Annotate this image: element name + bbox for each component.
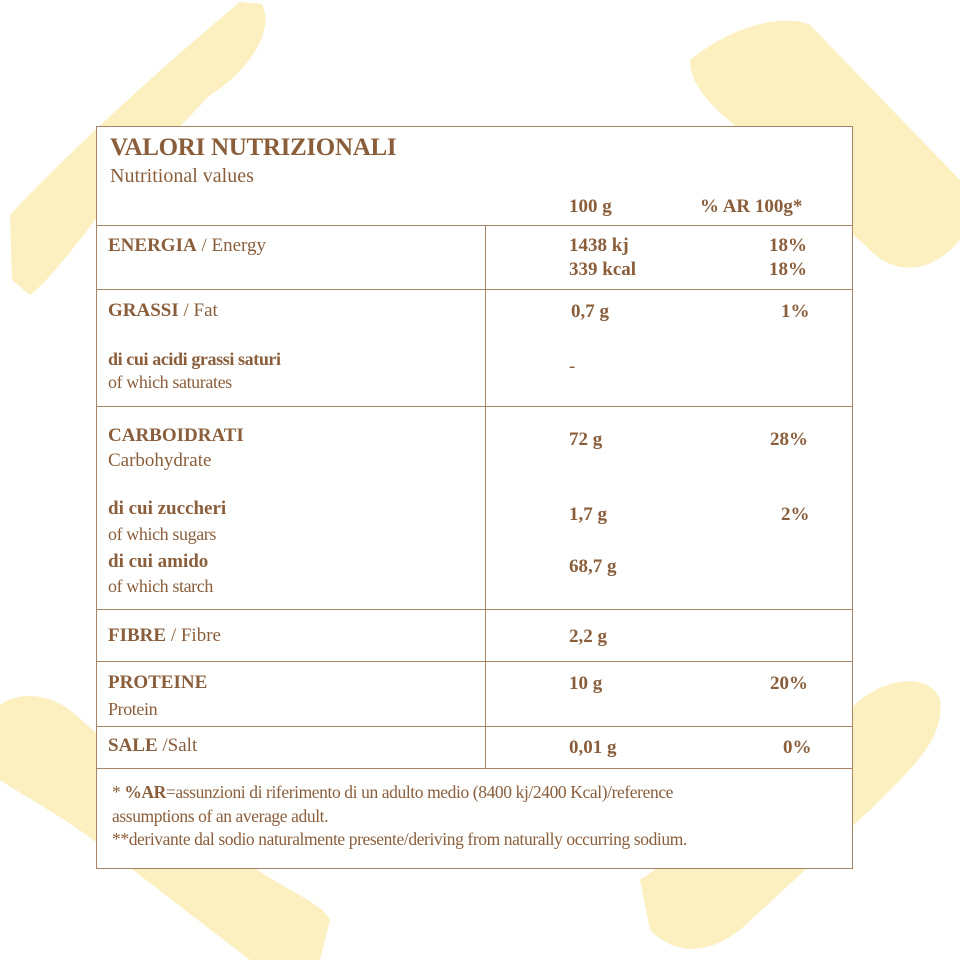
starch-value: 68,7 g	[569, 556, 617, 577]
protein-percent: 20%	[770, 673, 808, 694]
fibre-value: 2,2 g	[569, 626, 607, 647]
column-header-ar: % AR 100g*	[700, 196, 803, 217]
table-subtitle: Nutritional values	[110, 165, 254, 187]
energy-kcal-percent: 18%	[769, 259, 807, 280]
row-divider	[97, 726, 852, 727]
salt-label: SALE /Salt	[108, 735, 198, 756]
table-title: VALORI NUTRIZIONALI	[110, 134, 397, 161]
column-divider	[485, 225, 486, 769]
row-divider	[97, 661, 852, 662]
footnote-ar: * %AR=assunzioni di riferimento di un adulto medio (8400 kj/2400 Kcal)/reference	[112, 782, 674, 802]
footnote-salt: **derivante dal sodio naturalmente presente/deriving from naturally occurring sodium.	[112, 829, 687, 849]
sugars-label-en: of which sugars	[108, 524, 216, 544]
fat-percent: 1%	[781, 301, 810, 322]
row-divider	[97, 768, 852, 769]
fat-value: 0,7 g	[571, 301, 609, 322]
saturates-value: -	[569, 356, 576, 377]
protein-label-en: Protein	[108, 699, 158, 719]
protein-label-it: PROTEINE	[108, 672, 208, 693]
saturates-label-it: di cui acidi grassi saturi	[108, 349, 281, 369]
carbs-label-en: Carbohydrate	[108, 450, 212, 471]
energy-kcal-value: 339 kcal	[569, 259, 637, 280]
fibre-label: FIBRE / Fibre	[108, 625, 221, 646]
saturates-label-en: of which saturates	[108, 372, 232, 392]
starch-label-en: of which starch	[108, 576, 213, 596]
row-divider	[97, 406, 852, 407]
energy-label: ENERGIA / Energy	[108, 235, 266, 256]
carbs-label-it: CARBOIDRATI	[108, 425, 244, 446]
carbs-percent: 28%	[770, 429, 808, 450]
row-divider	[97, 609, 852, 610]
row-divider	[97, 289, 852, 290]
nutrition-table	[96, 126, 853, 869]
carbs-value: 72 g	[569, 429, 603, 450]
sugars-value: 1,7 g	[569, 504, 607, 525]
column-header-100g: 100 g	[569, 196, 612, 217]
salt-value: 0,01 g	[569, 737, 617, 758]
sugars-percent: 2%	[781, 504, 810, 525]
sugars-label-it: di cui zuccheri	[108, 498, 227, 519]
energy-kj-percent: 18%	[769, 235, 807, 256]
fat-label: GRASSI / Fat	[108, 300, 218, 321]
row-divider	[97, 225, 852, 226]
energy-kj-value: 1438 kj	[569, 235, 629, 256]
salt-percent: 0%	[783, 737, 812, 758]
starch-label-it: di cui amido	[108, 551, 209, 572]
footnote-ar-continued: assumptions of an average adult.	[112, 806, 329, 826]
protein-value: 10 g	[569, 673, 603, 694]
